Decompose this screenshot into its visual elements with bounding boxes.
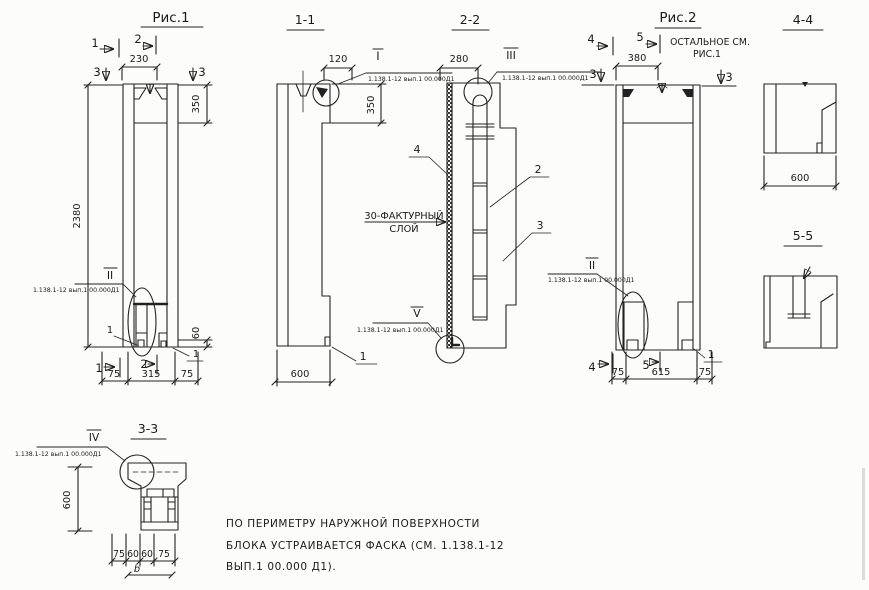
- section-3-3-interior-details: [141, 489, 178, 522]
- section-4-4-dim-600: 600: [790, 173, 810, 184]
- section-5-5-outline: [764, 276, 837, 348]
- section-2-2-callout-2-leader: [490, 177, 549, 207]
- section-1-1-dim-350: 350: [366, 95, 377, 115]
- fig1-elevation: [33, 10, 212, 385]
- fig1-mark-2-bottom: 2: [140, 357, 148, 371]
- fig2-dim-ticks: [609, 63, 715, 382]
- section-3-3-width-symbol: b: [133, 564, 141, 575]
- section-3-3-dim-60-left: 60: [127, 549, 139, 560]
- fig1-block-outline: [123, 84, 178, 347]
- fig2-dim-75-right: 75: [698, 367, 712, 378]
- fig1-dim-75-left: 75: [107, 369, 121, 380]
- fig1-mark-3-right: 3: [198, 65, 206, 79]
- section-1-1-callout-1: 1: [359, 350, 367, 363]
- fig2-callout-1: 1: [707, 348, 715, 361]
- section-3-3: [15, 421, 186, 578]
- section-3-3-detail-label: IV: [88, 431, 100, 444]
- fig2-mark-5-bottom: 5: [642, 358, 650, 372]
- note-line3: ВЫП.1 00.000 Д1).: [226, 561, 337, 573]
- perimeter-chamfer-note: [226, 517, 504, 573]
- detail-ref-note: 1.138.1-12 вып.1 00.000Д1: [33, 287, 120, 294]
- fig1-detail-ref-line: [75, 268, 123, 284]
- fig2-mark-3-right: 3: [725, 70, 733, 84]
- section-1-1-dim-600: 600: [290, 369, 310, 380]
- section-2-2-bottom-hook: [452, 338, 459, 345]
- note-line2: БЛОКА УСТРАИВАЕТСЯ ФАСКА (СМ. 1.138.1-12: [226, 540, 505, 552]
- section-1-1-title: 1-1: [294, 12, 316, 27]
- section-2-2-dim-280: 280: [449, 54, 469, 65]
- facture-layer-label-line2: СЛОЙ: [389, 224, 419, 235]
- section-2-2: [357, 12, 600, 363]
- fig2-dimension-lines: [582, 66, 736, 384]
- section-2-2-callout-4: 4: [413, 143, 421, 156]
- detail-ref-note: 1.138.1-12 вып.1 00.000Д1: [548, 277, 635, 284]
- fig1-dim-60: 60: [191, 326, 202, 340]
- section-5-5-slot: [788, 276, 810, 318]
- detail-ref-note: 1.138.1-12 вып.1 00.000Д1: [502, 75, 589, 82]
- detail-ref-note: 1.138.1-12 вып.1 00.000Д1: [15, 451, 102, 458]
- fig1-title: Рис.1: [152, 10, 190, 26]
- detail-ref-note: 1.138.1-12 вып.1 00.000Д1: [357, 327, 444, 334]
- section-2-2-outline: [447, 83, 516, 348]
- section-2-2-facture-layer: [447, 83, 452, 348]
- fig1-detail-oval: [128, 288, 156, 356]
- section-1-1-detail-label: I: [376, 49, 380, 63]
- section-2-2-anchor-ladder: [466, 95, 494, 320]
- section-1-1-callout-leader: [332, 347, 377, 364]
- section-3-3-dim-600: 600: [62, 490, 73, 510]
- section-4-4-title: 4-4: [792, 12, 814, 27]
- section-1-1-corner-chamfer-mark: [316, 87, 328, 98]
- fig1-dim-315: 315: [141, 369, 161, 380]
- facture-layer-label-line1: 30-ФАКТУРНЫЙ: [364, 211, 444, 222]
- fig1-mark-3-left: 3: [93, 65, 101, 79]
- section-2-2-callout-3-leader: [503, 233, 551, 261]
- fig1-dim-350: 350: [191, 94, 202, 114]
- section-2-2-title: 2-2: [459, 12, 481, 27]
- detail-ref-note: 1.138.1-12 вып.1 00.000Д1: [368, 76, 455, 83]
- fig2-mark-3-left: 3: [589, 67, 597, 81]
- fig1-dim-2380: 2380: [72, 203, 83, 229]
- section-3-3-detail-leader: [107, 447, 125, 461]
- section-3-3-title: 3-3: [137, 421, 159, 436]
- section-3-3-dim-75-left: 75: [113, 549, 125, 560]
- section-1-1-dim-120: 120: [328, 54, 348, 65]
- section-4-4: [761, 12, 839, 190]
- section-5-5-step-profile: [821, 294, 833, 348]
- section-2-2-detail-bottom-label: V: [413, 307, 421, 320]
- fig1-detail-label: II: [106, 269, 114, 282]
- fig1-mark-2: 2: [134, 32, 142, 46]
- fig1-callout-1-left: 1: [106, 325, 114, 336]
- fig2-subtitle-line1: ОСТАЛЬНОЕ СМ.: [670, 37, 750, 48]
- section-4-4-outline: [764, 84, 836, 153]
- fig2-top-notches: [623, 89, 693, 97]
- section-3-3-dim-60-right: 60: [141, 549, 153, 560]
- fig2-bottom-slot-details: [624, 302, 693, 350]
- fig1-mark-1-bottom: 1: [95, 361, 103, 375]
- section-4-4-step-profile: [817, 102, 836, 153]
- section-5-5-title: 5-5: [792, 228, 814, 243]
- fig2-mark-5: 5: [636, 30, 644, 44]
- section-1-1-outline: [277, 84, 330, 346]
- fig1-bottom-slot-details: [136, 305, 167, 347]
- fig1-mark-1: 1: [91, 36, 99, 50]
- section-2-2-callout-3: 3: [536, 219, 544, 232]
- section-5-5: [764, 228, 837, 348]
- section-2-2-callout-4-leader: [409, 157, 447, 174]
- section-2-2-detail-top-leader: [488, 72, 497, 83]
- section-2-2-callout-2: 2: [534, 163, 542, 176]
- fig2-dim-615: 615: [651, 367, 671, 378]
- fig2-dim-75-left: 75: [611, 367, 625, 378]
- fig1-dim-230: 230: [129, 54, 149, 65]
- fig2-mark-4: 4: [587, 32, 595, 46]
- fig2-mark-4-bottom: 4: [588, 360, 596, 374]
- fig1-callout-1-right: 1: [192, 349, 200, 360]
- section-1-1-bottom-insert: [325, 337, 330, 346]
- fig2-detail-label: II: [588, 259, 596, 272]
- section-2-2-detail-top-label: III: [506, 49, 516, 62]
- fig2-title: Рис.2: [659, 10, 697, 26]
- fig1-dim-75-right: 75: [180, 369, 194, 380]
- note-line1: ПО ПЕРИМЕТРУ НАРУЖНОЙ ПОВЕРХНОСТИ: [226, 518, 480, 530]
- sheet-edge-artifact: [862, 468, 865, 580]
- fig2-subtitle-line2: РИС.1: [693, 49, 721, 60]
- section-1-1-top-groove: [296, 84, 311, 96]
- fig2-dim-380: 380: [627, 53, 647, 64]
- section-3-3-dim-75-right: 75: [158, 549, 170, 560]
- fig2-block-outline: [616, 85, 700, 350]
- fig2-elevation: [548, 10, 750, 384]
